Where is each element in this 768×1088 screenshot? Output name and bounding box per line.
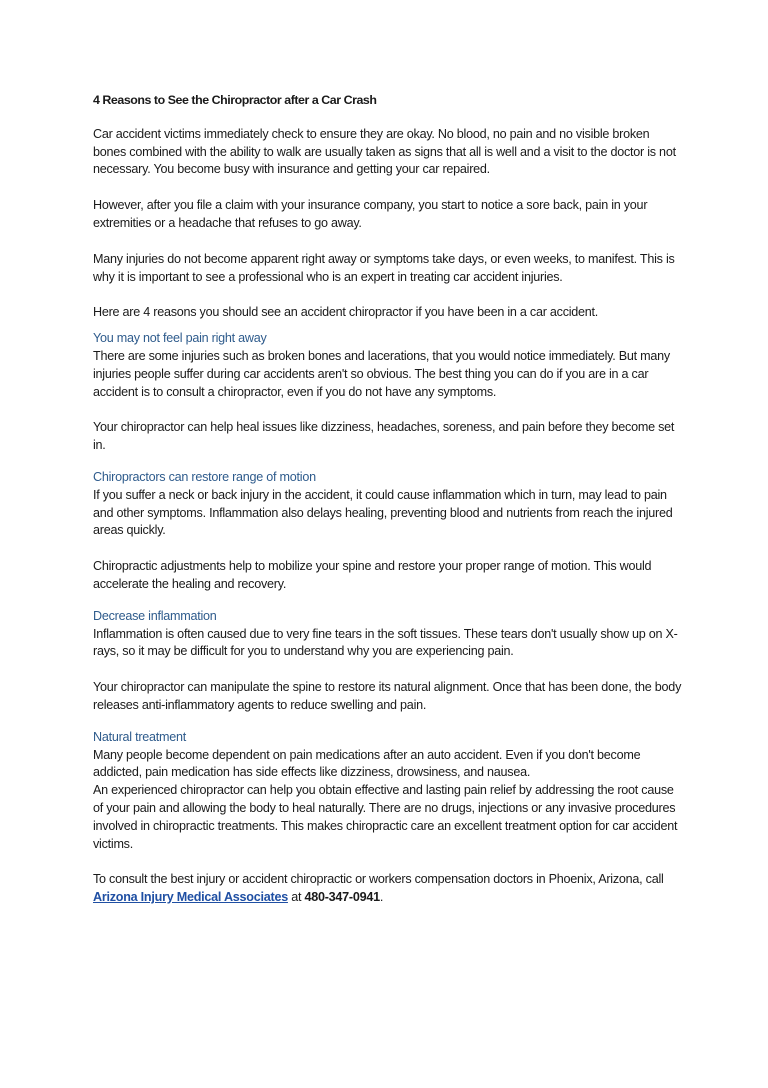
- document-title: 4 Reasons to See the Chiropractor after a Car Crash: [93, 93, 377, 107]
- section-paragraph: Chiropractic adjustments help to mobilize your spine and restore your proper range of motion. This would accelerate the healing and recovery.: [93, 559, 652, 591]
- arizona-injury-link[interactable]: Arizona Injury Medical Associates: [93, 890, 288, 905]
- section-paragraph: Your chiropractor can help heal issues like dizziness, headaches, soreness, and pain before they become set in.: [93, 420, 675, 453]
- closing-period: .: [379, 890, 384, 905]
- intro-paragraph-4: Here are 4 reasons you should see an accident chiropractor if you have been in a car accident.: [93, 305, 599, 320]
- closing-at: at: [287, 890, 305, 905]
- section-heading: Natural treatment: [93, 729, 187, 744]
- section-paragraph: An experienced chiropractor can help you obtain effective and lasting pain relief by addressing the root cause of your pain and allowing the body to heal naturally. There are no drugs, injections or any invasive procedures involved in chiropractic treatments. This makes chiropractic care an excellent treatment option for car accident victims.: [93, 783, 678, 851]
- intro-paragraph-1: Car accident victims immediately check to ensure they are okay. No blood, no pain and no visible broken bones combined with the ability to walk are usually taken as signs that all is well and a visit to the doctor is not necessary. You become busy with insurance and getting your car repaired.: [93, 126, 676, 177]
- section-paragraph: Inflammation is often caused due to very fine tears in the soft tissues. These tears don't usually show up on X-rays, so it may be difficult for you to understand why you are experiencing pain.: [93, 626, 678, 659]
- closing-paragraph: [93, 871, 683, 907]
- section-heading: You may not feel pain right away: [93, 331, 267, 346]
- section-pain: [93, 330, 683, 455]
- phone-number: 480-347-0941: [304, 890, 380, 905]
- section-paragraph: Many people become dependent on pain medications after an auto accident. Even if you don't become addicted, pain medication has side effects like dizziness, drowsiness, and nausea.: [93, 747, 641, 780]
- section-paragraph: There are some injuries such as broken bones and lacerations, that you would notice immediately. But many injuries people suffer during car accidents aren't so obvious. The best thing you can do if you are in a car accident is to consult a chiropractor, even if you do not have any symptoms.: [93, 348, 670, 399]
- section-heading: Chiropractors can restore range of motion: [93, 469, 316, 484]
- section-natural-treatment: [93, 729, 683, 854]
- section-paragraph: If you suffer a neck or back injury in the accident, it could cause inflammation which in turn, may lead to pain and other symptoms. Inflammation also delays healing, preventing blood and nutrients from reach the injured areas quickly.: [93, 487, 673, 538]
- intro-paragraph-2: However, after you file a claim with your insurance company, you start to notice a sore back, pain in your extremities or a headache that refuses to go away.: [93, 198, 648, 230]
- document-body: [93, 92, 683, 925]
- section-range-of-motion: [93, 469, 683, 594]
- intro-paragraph-3: Many injuries do not become apparent right away or symptoms take days, or even weeks, to manifest. This is why it is important to see a professional who is an expert in treating car accident injuries.: [93, 251, 675, 284]
- section-heading: Decrease inflammation: [93, 608, 217, 623]
- closing-text: To consult the best injury or accident chiropractic or workers compensation doctors in Phoenix, Arizona, call: [93, 872, 664, 887]
- section-inflammation: [93, 608, 683, 715]
- section-paragraph: Your chiropractor can manipulate the spine to restore its natural alignment. Once that has been done, the body releases anti-inflammatory agents to reduce swelling and pain.: [93, 680, 682, 712]
